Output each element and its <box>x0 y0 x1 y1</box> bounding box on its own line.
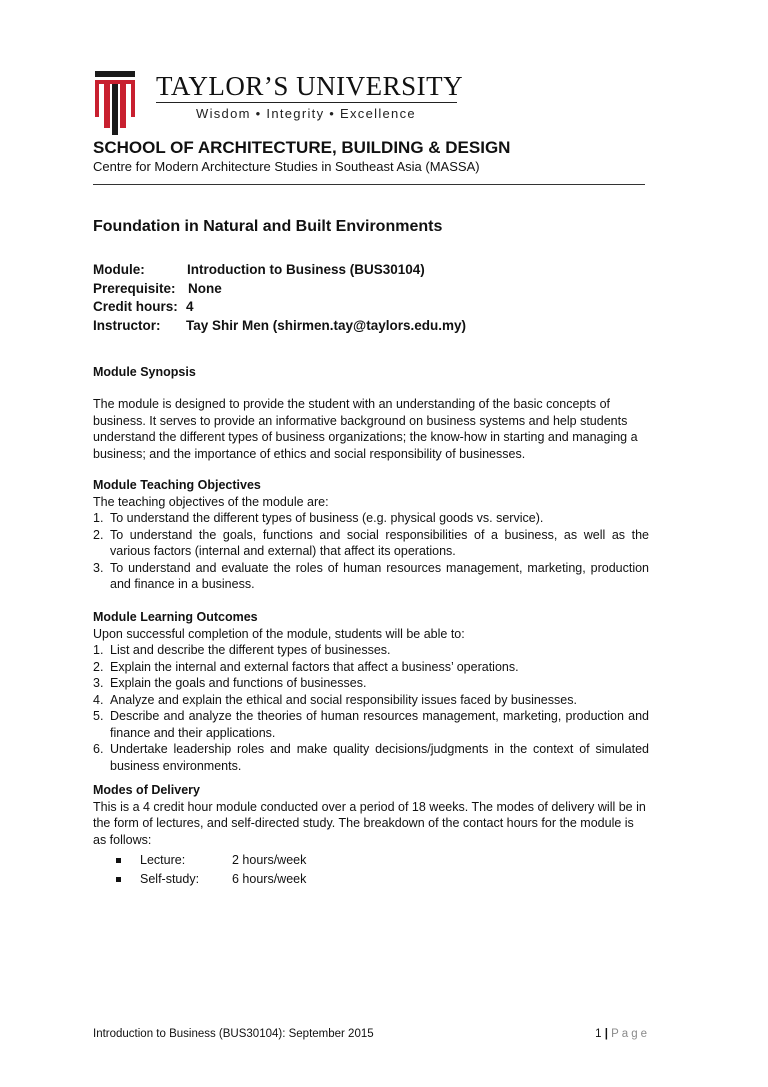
outcome-item <box>93 741 649 774</box>
outcome-text: Describe and analyze the theories of human resources management, marketing, production and finance and their applications. <box>110 709 649 740</box>
objectives-intro: The teaching objectives of the module are: <box>93 494 329 509</box>
synopsis-text: The module is designed to provide the student with an understanding of the basic concepts of business. It serves to provide an informative background on business systems and help students understand the different types of business organizations; the know-how in starting and managing a business; and the importance of ethics and social responsibility of businesses. <box>93 397 638 461</box>
university-crest-icon <box>95 71 135 135</box>
outcome-text: Explain the internal and external factors that affect a business’ operations. <box>110 659 519 674</box>
info-label: Instructor: <box>93 317 161 333</box>
page-word: Page <box>611 1028 650 1040</box>
contact-hours: 2 hours/week <box>232 853 307 867</box>
logo-divider <box>156 102 457 103</box>
objective-text: To understand the different types of business (e.g. physical goods vs. service). <box>110 511 544 525</box>
outcome-item <box>93 675 649 692</box>
objective-text: To understand the goals, functions and social responsibilities of a business, as well as the various factors (internal and external) that affect its operations. <box>110 527 649 558</box>
outcome-item <box>93 692 649 709</box>
bullet-square-icon <box>116 877 121 882</box>
centre-subtitle: Centre for Modern Architecture Studies in Southeast Asia (MASSA) <box>93 159 480 174</box>
programme-title: Foundation in Natural and Built Environments <box>93 218 443 235</box>
contact-type: Lecture: <box>140 853 186 867</box>
list-number: 2. <box>93 527 104 542</box>
list-number: 1. <box>93 511 104 525</box>
list-number: 6. <box>93 742 104 756</box>
contact-type: Self-study: <box>140 872 200 886</box>
teaching-objectives <box>93 477 649 593</box>
outcome-text: Undertake leadership roles and make quality decisions/judgments in the context of simulated business environments. <box>110 742 649 773</box>
info-label: Prerequisite: <box>93 280 176 296</box>
outcome-item <box>93 708 649 741</box>
delivery-text: This is a 4 credit hour module conducted over a period of 18 weeks. The modes of delivery will be in the form of lectures, and self-directed study. The breakdown of the contact hours for the module is as follows: <box>93 799 646 847</box>
contact-hours: 6 hours/week <box>232 872 307 886</box>
objective-item <box>93 527 649 560</box>
info-value: Introduction to Business (BUS30104) <box>187 262 425 277</box>
learning-outcomes <box>93 609 649 774</box>
outcome-text: Analyze and explain the ethical and social responsibility issues faced by businesses. <box>110 692 577 707</box>
outcomes-heading: Module Learning Outcomes <box>93 610 258 624</box>
page-number: 1 <box>595 1028 602 1040</box>
objective-item <box>93 560 649 593</box>
page-separator: | <box>604 1028 608 1040</box>
info-label: Credit hours: <box>93 299 178 314</box>
university-logo <box>95 71 464 135</box>
delivery-heading: Modes of Delivery <box>93 783 200 797</box>
outcomes-intro: Upon successful completion of the module, students will be able to: <box>93 626 465 641</box>
list-number: 1. <box>93 643 104 657</box>
objective-item <box>93 510 649 527</box>
synopsis-heading: Module Synopsis <box>93 365 196 379</box>
footer-title: Introduction to Business (BUS30104): September 2015 <box>93 1028 374 1040</box>
header-divider <box>93 184 645 185</box>
info-value: None <box>188 280 222 296</box>
list-number: 4. <box>93 692 104 707</box>
page-number-footer <box>595 1028 650 1040</box>
list-number: 2. <box>93 659 104 674</box>
bullet-square-icon <box>116 858 121 863</box>
outcome-text: List and describe the different types of businesses. <box>110 643 391 657</box>
list-number: 3. <box>93 676 104 690</box>
outcome-item <box>93 659 649 676</box>
university-tagline: Wisdom • Integrity • Excellence <box>196 106 416 121</box>
outcome-text: Explain the goals and functions of businesses. <box>110 676 367 690</box>
info-value: Tay Shir Men (shirmen.tay@taylors.edu.my) <box>186 317 466 333</box>
objective-text: To understand and evaluate the roles of human resources management, marketing, production and finance in a business. <box>110 560 649 591</box>
modes-of-delivery <box>93 782 649 848</box>
list-number: 3. <box>93 560 104 575</box>
info-value: 4 <box>186 299 194 314</box>
objectives-heading: Module Teaching Objectives <box>93 478 261 492</box>
list-number: 5. <box>93 709 104 723</box>
info-label: Module: <box>93 262 145 277</box>
outcome-item <box>93 642 649 659</box>
school-title: SCHOOL OF ARCHITECTURE, BUILDING & DESIGN <box>93 138 511 157</box>
university-name: TAYLOR’S UNIVERSITY <box>156 71 464 101</box>
